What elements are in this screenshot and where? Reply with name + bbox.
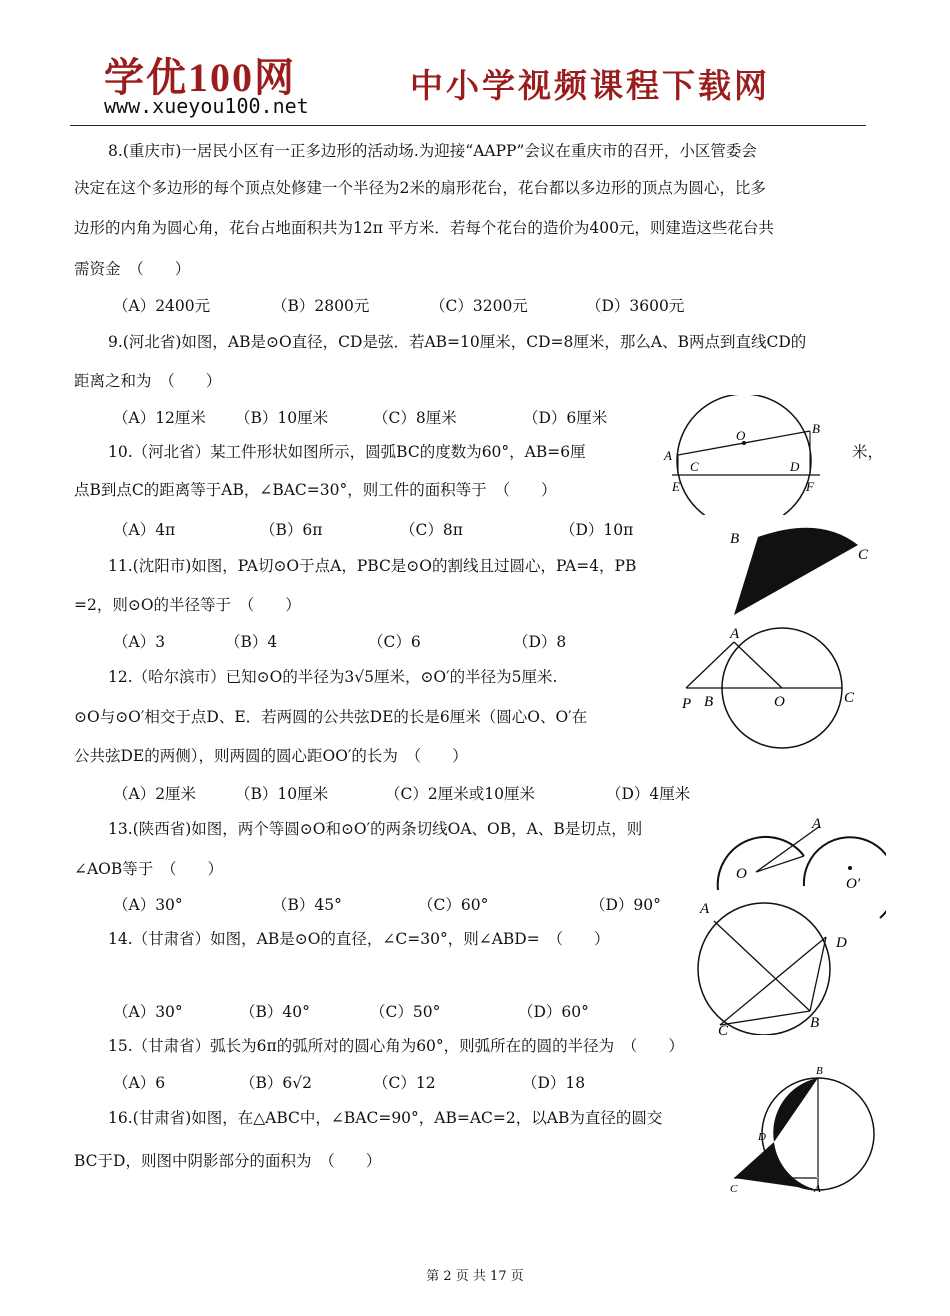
q13-line-2: ∠AOB等于 （ ） — [74, 860, 224, 878]
q8-line-4: 需资金 （ ） — [74, 260, 191, 278]
figure-q9-circle-chord — [660, 395, 830, 515]
q10-line-1-end: 米， — [852, 443, 884, 461]
label-b: B — [816, 1065, 823, 1077]
label-a: A — [812, 816, 822, 832]
circle-o-arc — [718, 837, 804, 890]
label-c: C — [730, 1183, 738, 1195]
q13-option-b: （B）45° — [272, 896, 342, 914]
q11-option-c: （C）6 — [368, 633, 421, 651]
q14-option-b: （B）40° — [240, 1003, 310, 1021]
page-number-footer: 第 2 页 共 17 页 — [426, 1269, 524, 1284]
radius-oa — [734, 642, 782, 688]
q9-line-2: 距离之和为 （ ） — [74, 372, 222, 390]
label-p: P — [682, 696, 692, 712]
q15-option-b: （B）6√2 — [240, 1074, 312, 1092]
header-divider — [70, 125, 866, 126]
label-o: O — [774, 694, 785, 710]
figure-q16-shaded-triangle — [722, 1062, 882, 1197]
q11-line-1: 11.(沈阳市)如图，PA切⊙O于点A，PBC是⊙O的割线且过圆心，PA=4，PB — [108, 557, 637, 575]
q9-option-b: （B）10厘米 — [235, 409, 329, 427]
q11-option-a: （A）3 — [113, 633, 166, 651]
q16-line-2: BC于D，则图中阴影部分的面积为 （ ） — [74, 1152, 382, 1170]
q11-option-d: （D）8 — [513, 633, 567, 651]
label-a: A — [814, 1183, 821, 1195]
q15-option-d: （D）18 — [522, 1074, 586, 1092]
site-url[interactable]: www.xueyou100.net — [104, 94, 309, 118]
q12-option-b: （B）10厘米 — [235, 785, 329, 803]
q9-option-a: （A）12厘米 — [113, 409, 206, 427]
figure-q10-workpiece — [720, 515, 880, 625]
shaded-lower-region — [734, 1142, 818, 1190]
label-d: D — [836, 935, 847, 951]
q12-option-a: （A）2厘米 — [113, 785, 197, 803]
q10-option-a: （A）4π — [113, 521, 176, 539]
shaded-workpiece — [734, 528, 858, 615]
q8-option-d: （D）3600元 — [586, 297, 685, 315]
q10-line-2: 点B到点C的距离等于AB，∠BAC=30°，则工件的面积等于 （ ） — [74, 481, 557, 499]
q8-line-3: 边形的内角为圆心角，花台占地面积共为12π 平方米．若每个花台的造价为400元，则建造这些花台共 — [74, 219, 774, 237]
q13-option-d: （D）90° — [590, 896, 661, 914]
q12-line-2: ⊙O与⊙O′相交于点D、E．若两圆的公共弦DE的长是6厘米（圆心O、O′在 — [74, 708, 588, 726]
label-b: B — [812, 421, 820, 436]
q13-option-a: （A）30° — [113, 896, 183, 914]
label-c: C — [844, 690, 855, 706]
q12-line-3: 公共弦DE的两侧），则两圆的圆心距OO′的长为 （ ） — [74, 747, 468, 765]
tangent-ob — [756, 856, 804, 872]
q10-option-b: （B）6π — [260, 521, 323, 539]
label-c: C — [718, 1023, 729, 1035]
label-a: A — [664, 448, 672, 463]
chord-cd — [720, 937, 826, 1025]
site-logo-text: 学优100网 — [104, 55, 296, 100]
q10-line-1: 10.（河北省）某工件形状如图所示，圆弧BC的度数为60°，AB=6厘 — [108, 443, 586, 461]
label-f: F — [806, 479, 814, 494]
q15-option-c: （C）12 — [373, 1074, 436, 1092]
center-o-prime — [848, 866, 852, 870]
q14-option-a: （A）30° — [113, 1003, 183, 1021]
label-d: D — [790, 459, 800, 474]
q16-line-1: 16.(甘肃省)如图，在△ABC中，∠BAC=90°，AB=AC=2，以AB为直径的圆交 — [108, 1109, 663, 1127]
q8-option-a: （A）2400元 — [113, 297, 211, 315]
label-b: B — [810, 1015, 820, 1031]
q15-option-a: （A）6 — [113, 1074, 166, 1092]
q10-option-c: （C）8π — [400, 521, 463, 539]
label-o-prime: O′ — [846, 876, 861, 892]
q13-line-1: 13.(陕西省)如图，两个等圆⊙O和⊙O′的两条切线OA、OB，A、B是切点，则 — [108, 820, 643, 838]
q10-option-d: （D）10π — [560, 521, 634, 539]
label-c: C — [690, 459, 699, 474]
label-b: B — [730, 531, 740, 547]
figure-q11-tangent-secant — [676, 622, 866, 752]
q13-option-c: （C）60° — [418, 896, 489, 914]
label-o: O — [736, 428, 746, 443]
tangent-oa — [756, 826, 820, 872]
label-d: D — [758, 1131, 766, 1143]
label-a: A — [730, 626, 740, 642]
q15-line-1: 15.（甘肃省）弧长为6π的弧所对的圆心角为60°，则弧所在的圆的半径为 （ ） — [108, 1037, 684, 1055]
label-a: A — [700, 901, 710, 917]
q8-option-b: （B）2800元 — [272, 297, 370, 315]
q9-option-c: （C）8厘米 — [373, 409, 457, 427]
q8-option-c: （C）3200元 — [430, 297, 528, 315]
q8-line-2: 决定在这个多边形的每个顶点处修建一个半径为2米的扇形花台，花台都以多边形的顶点为圆心，比多 — [74, 179, 766, 197]
q12-line-1: 12.（哈尔滨市）已知⊙O的半径为3√5厘米，⊙O′的半径为5厘米. — [108, 668, 558, 686]
q14-option-c: （C）50° — [370, 1003, 441, 1021]
q14-option-d: （D）60° — [518, 1003, 589, 1021]
label-o: O — [736, 866, 747, 882]
label-e: E — [672, 479, 680, 494]
circle-o — [677, 395, 811, 515]
q14-line-1: 14.（甘肃省）如图，AB是⊙O的直径，∠C=30°，则∠ABD= （ ） — [108, 930, 610, 948]
q8-line-1: 8.(重庆市)一居民小区有一正多边形的活动场.为迎接“AAPP”会议在重庆市的召开，小区管委会 — [108, 142, 757, 160]
shaded-upper-region — [773, 1078, 818, 1142]
q9-line-1: 9.(河北省)如图，AB是⊙O直径，CD是弦．若AB=10厘米，CD=8厘米，那么A、B两点到直线CD的 — [108, 333, 807, 351]
q12-option-d: （D）4厘米 — [606, 785, 691, 803]
figure-q14-diameter — [690, 895, 860, 1035]
q9-option-d: （D）6厘米 — [523, 409, 608, 427]
q12-option-c: （C）2厘米或10厘米 — [385, 785, 535, 803]
q11-option-b: （B）4 — [225, 633, 278, 651]
label-c: C — [858, 547, 869, 563]
site-slogan: 中小学视频课程下载网 — [410, 66, 770, 105]
diameter-ab — [714, 921, 810, 1011]
q11-line-2: =2，则⊙O的半径等于 （ ） — [74, 596, 301, 614]
label-b: B — [704, 694, 714, 710]
